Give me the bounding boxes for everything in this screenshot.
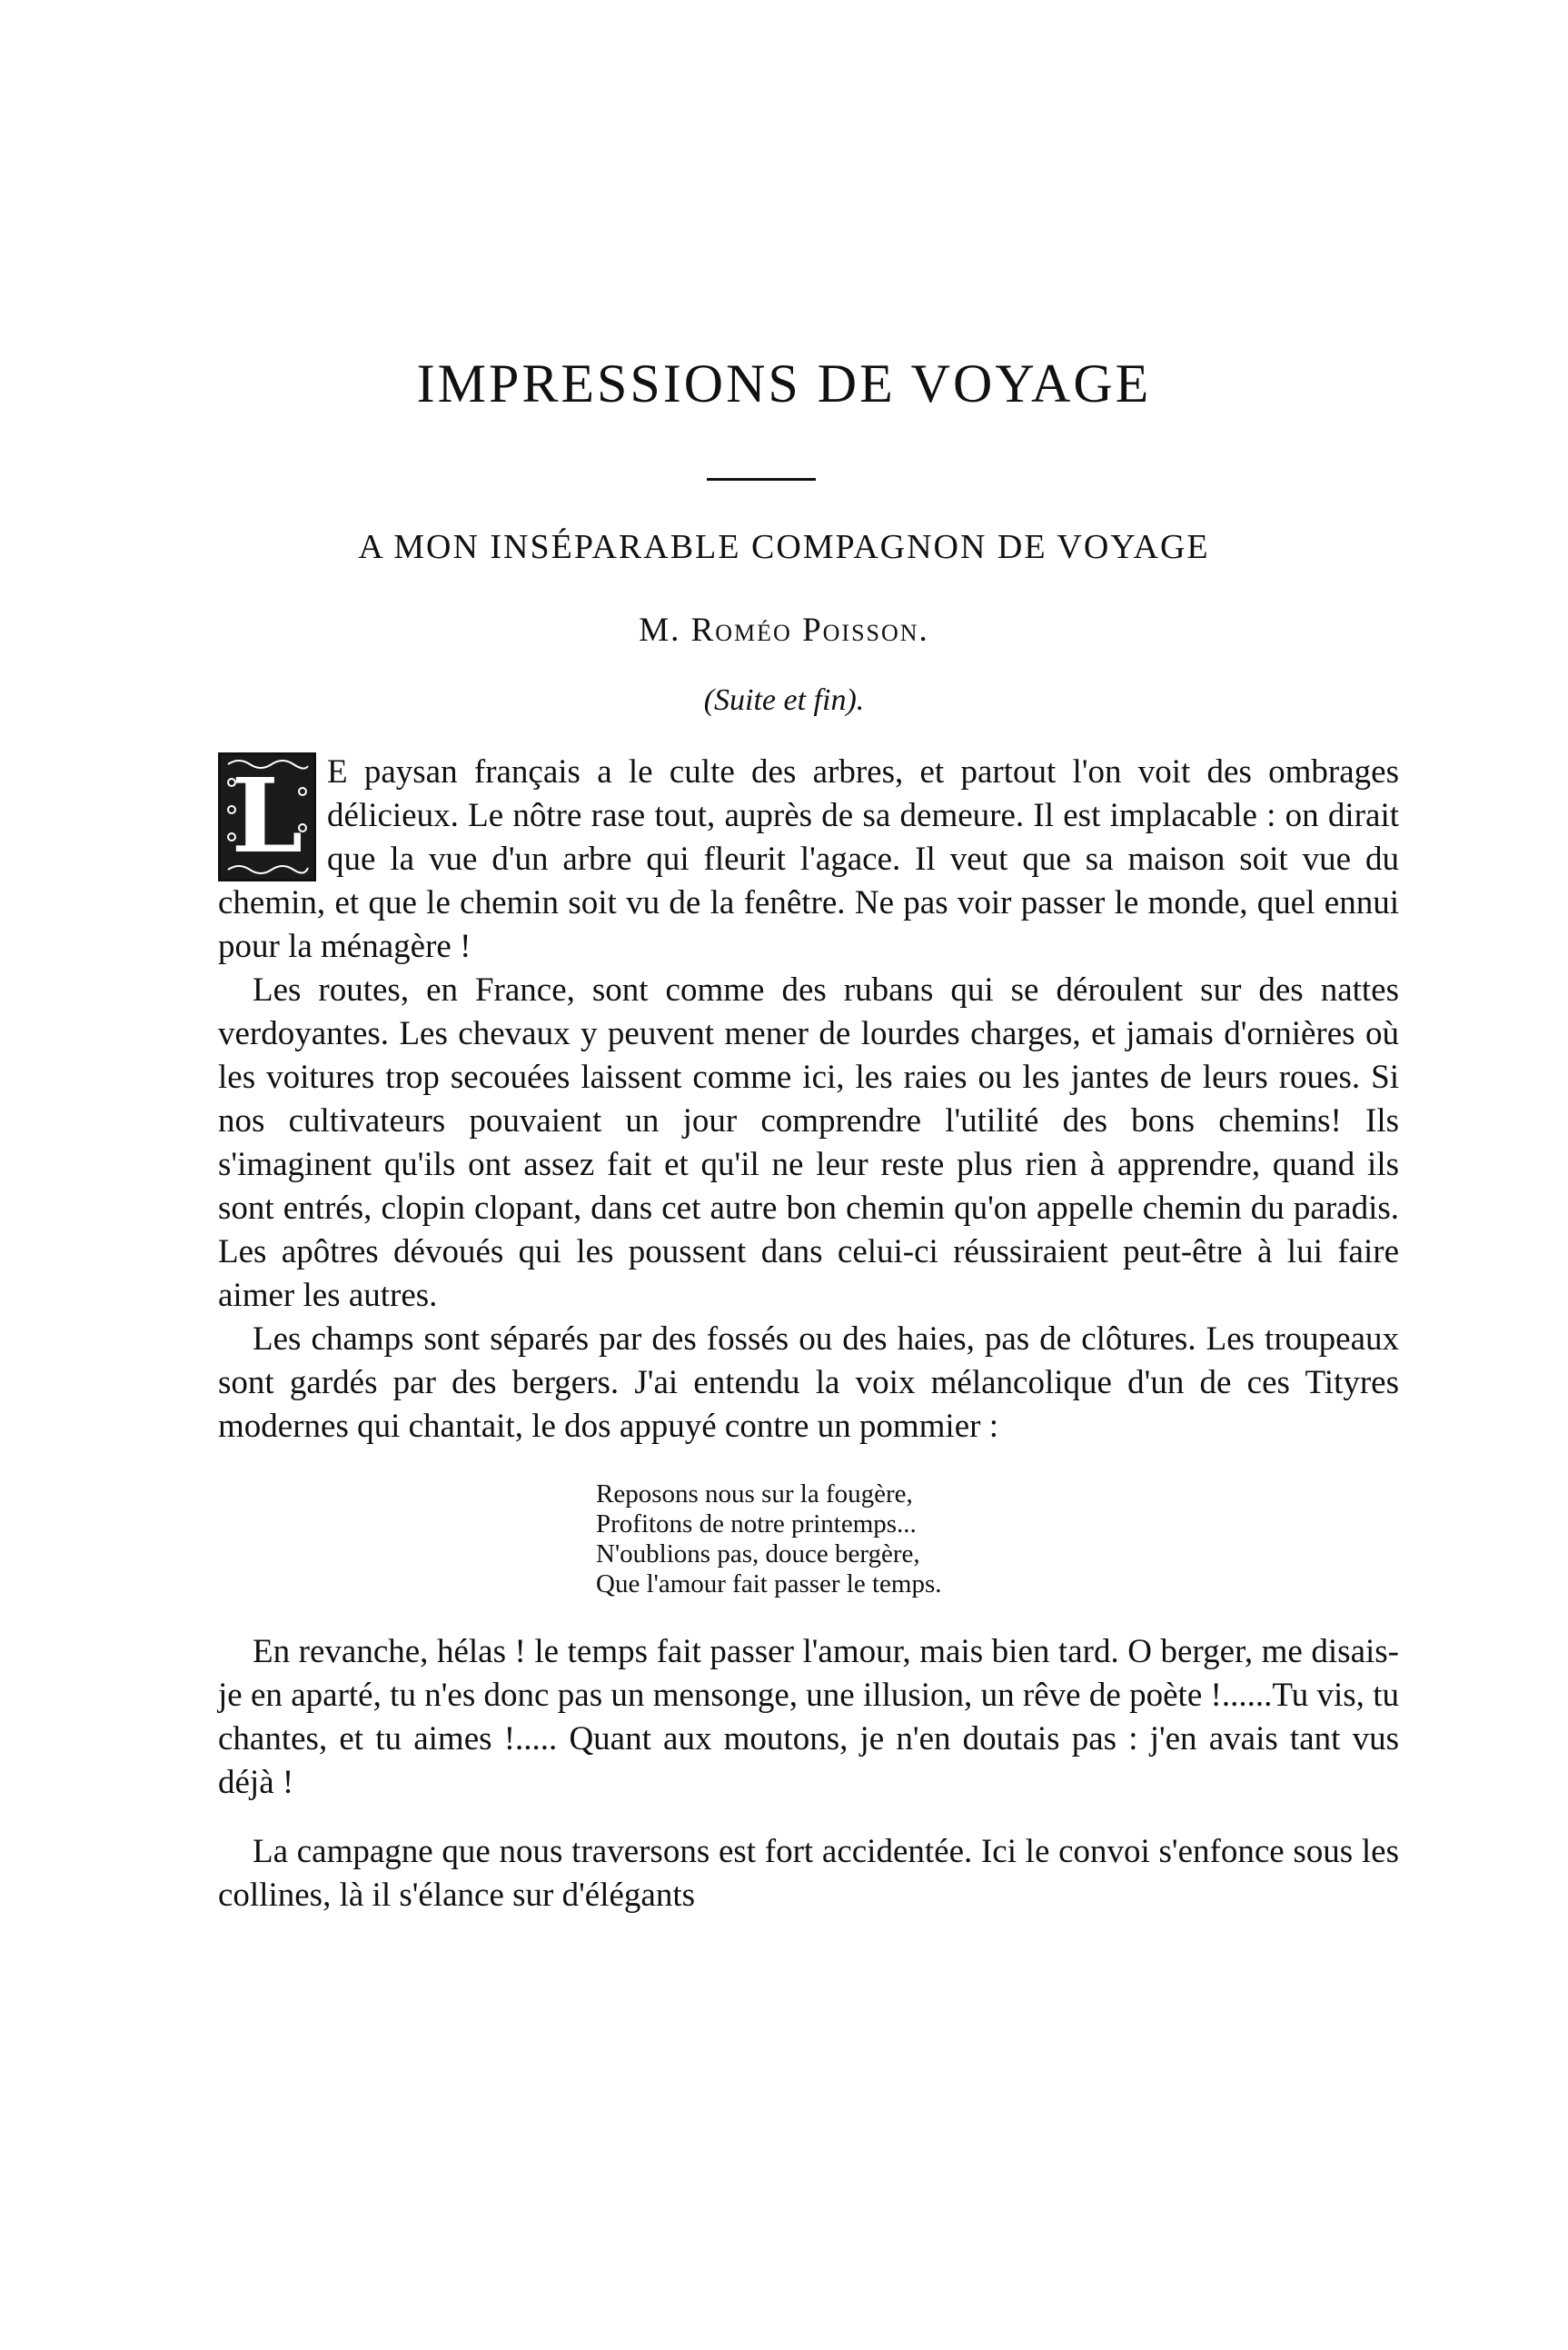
verse-line: Reposons nous sur la fougère, [596, 1479, 913, 1509]
author-line [0, 611, 1568, 650]
verse-block [596, 1479, 1399, 1599]
page-title: IMPRESSIONS DE VOYAGE [416, 353, 1152, 413]
verse-line: N'oublions pas, douce bergère, [596, 1539, 920, 1568]
paragraph-3: Les champs sont séparés par des fossés ou des haies, pas de clôtures. Les troupeaux sont gardés par des bergers. J'ai entendu la voix mélancolique d'un de ces Tityres modernes qui chantait, le dos appuyé contre un pommier : [218, 1320, 1399, 1445]
dropcap-ornament-icon [218, 752, 316, 881]
author-name: Roméo Poisson. [690, 612, 929, 649]
article-body [218, 751, 1399, 1917]
author-prefix: M. [639, 612, 691, 649]
dedication: A MON INSÉPARABLE COMPAGNON DE VOYAGE [358, 528, 1210, 566]
verse-line: Profitons de notre printemps... [596, 1509, 917, 1538]
paragraph-2: Les routes, en France, sont comme des rubans qui se déroulent sur des nattes verdoyantes. Les chevaux y peuvent mener de lourdes charges, et jamais d'ornières où les voitures trop secouées laissent comme ici, les raies ou les jantes de leurs roues. Si nos cultivateurs pouvaient un jour comprendre l'utilité des bons chemins! Ils s'imaginent qu'ils ont assez fait et qu'il ne leur reste plus rien à apprendre, quand ils sont entrés, clopin clopant, dans cet autre bon chemin qu'on appelle chemin du paradis. Les apôtres dévoués qui les poussent dans celui-ci réussiraient peut-être à lui faire aimer les autres. [218, 971, 1399, 1314]
dropcap-letter: L [231, 757, 303, 876]
verse-line: Que l'amour fait passer le temps. [596, 1569, 942, 1598]
title-rule [707, 478, 816, 481]
paragraph-5: La campagne que nous traversons est fort accidentée. Ici le convoi s'enfonce sous les collines, là il s'élance sur d'élégants [218, 1833, 1399, 1914]
paragraph-4: En revanche, hélas ! le temps fait passer l'amour, mais bien tard. O berger, me disais-je en aparté, tu n'es donc pas un mensonge, une illusion, un rêve de poète !......Tu vis, tu chantes, et tu aimes !..... Quant aux moutons, je n'en doutais pas : j'en avais tant vus déjà ! [218, 1633, 1399, 1801]
paragraph-1 [218, 751, 1399, 969]
paragraph-gap [218, 1805, 1399, 1830]
paragraph-1-text: E paysan français a le culte des arbres, et partout l'on voit des ombrages délicieux. Le nôtre rase tout, auprès de sa demeure. Il est implacable : on dirait que la vue d'un arbre qui fleurit l'agace. Il veut que sa maison soit vue du chemin, et que le chemin soit vu de la fenêtre. Ne pas voir passer le monde, quel ennui pour la ménagère ! [218, 753, 1399, 965]
subtitle: (Suite et fin). [703, 683, 865, 717]
